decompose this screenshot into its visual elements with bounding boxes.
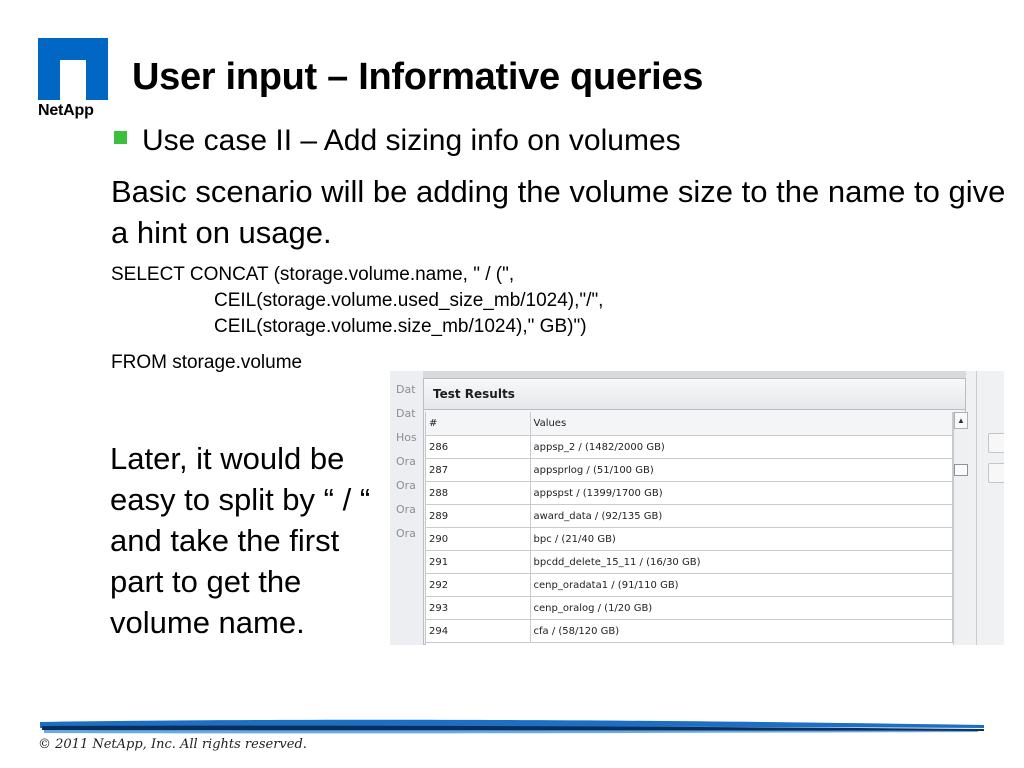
table-row[interactable]: [426, 459, 953, 482]
sql-line-1: SELECT CONCAT (storage.volume.name, " / (",: [111, 264, 515, 285]
results-table-container: [425, 412, 969, 645]
table-row[interactable]: [426, 528, 953, 551]
row-number: 293: [426, 597, 530, 620]
bullet-item: [114, 124, 681, 158]
row-value: award_data / (92/135 GB): [530, 505, 953, 528]
test-results-dialog: [423, 378, 966, 645]
column-header-values[interactable]: Values: [530, 412, 953, 436]
row-number: 289: [426, 505, 530, 528]
row-value: appsp_2 / (1482/2000 GB): [530, 436, 953, 459]
netapp-logo-icon: [38, 38, 108, 100]
table-row[interactable]: [426, 505, 953, 528]
table-row[interactable]: [426, 620, 953, 643]
background-label: Dat: [396, 407, 416, 420]
table-row[interactable]: [426, 436, 953, 459]
row-number: 292: [426, 574, 530, 597]
netapp-logo: [38, 38, 114, 124]
bullet-text: Use case II – Add sizing info on volumes: [142, 124, 681, 157]
sql-line-2: CEIL(storage.volume.used_size_mb/1024),"/",: [214, 290, 604, 311]
background-right-panel: [966, 371, 1004, 645]
sql-line-3: CEIL(storage.volume.size_mb/1024)," GB)"): [214, 316, 587, 337]
row-number: 287: [426, 459, 530, 482]
table-row[interactable]: [426, 551, 953, 574]
row-number: 294: [426, 620, 530, 643]
sql-query: [111, 262, 603, 340]
row-value: cenp_oralog / (1/20 GB): [530, 597, 953, 620]
background-button[interactable]: [988, 433, 1004, 453]
row-value: bpc / (21/40 GB): [530, 528, 953, 551]
scrollbar-thumb[interactable]: [954, 464, 968, 476]
row-value: bpcdd_delete_15_11 / (16/30 GB): [530, 551, 953, 574]
copyright-footer: © 2011 NetApp, Inc. All rights reserved.: [38, 737, 307, 752]
table-row[interactable]: [426, 482, 953, 505]
slide-title: User input – Informative queries: [132, 56, 704, 98]
background-label: Hos: [396, 431, 417, 444]
scenario-paragraph: Basic scenario will be adding the volume size to the name to give a hint on usage.: [111, 174, 1006, 250]
row-number: 286: [426, 436, 530, 459]
bullet-square-icon: [114, 131, 127, 144]
background-label: Ora: [396, 503, 416, 516]
row-number: 288: [426, 482, 530, 505]
row-value: cfa / (58/120 GB): [530, 620, 953, 643]
background-label: Ora: [396, 527, 416, 540]
row-number: 291: [426, 551, 530, 574]
column-header-number[interactable]: #: [426, 412, 530, 436]
background-label: Ora: [396, 455, 416, 468]
table-header-row: [426, 412, 953, 436]
split-note: Later, it would be easy to split by “ / “ and take the first part to get the volume name.: [110, 441, 371, 640]
sql-from-clause: FROM storage.volume: [111, 352, 303, 373]
results-table: [426, 412, 953, 643]
vertical-scrollbar[interactable]: [953, 412, 969, 645]
background-label: Dat: [396, 383, 416, 396]
row-value: appspst / (1399/1700 GB): [530, 482, 953, 505]
logo-wordmark: NetApp: [38, 102, 94, 119]
panel-divider: [976, 371, 977, 645]
background-label: Ora: [396, 479, 416, 492]
dialog-title: Test Results: [424, 379, 965, 410]
background-label-column: [390, 371, 423, 645]
row-value: appsprlog / (51/100 GB): [530, 459, 953, 482]
row-number: 290: [426, 528, 530, 551]
arrow-up-icon[interactable]: ▲: [954, 412, 968, 429]
table-row[interactable]: [426, 574, 953, 597]
table-row[interactable]: [426, 597, 953, 620]
background-button[interactable]: [988, 463, 1004, 483]
test-results-screenshot: [390, 371, 1004, 645]
row-value: cenp_oradata1 / (91/110 GB): [530, 574, 953, 597]
